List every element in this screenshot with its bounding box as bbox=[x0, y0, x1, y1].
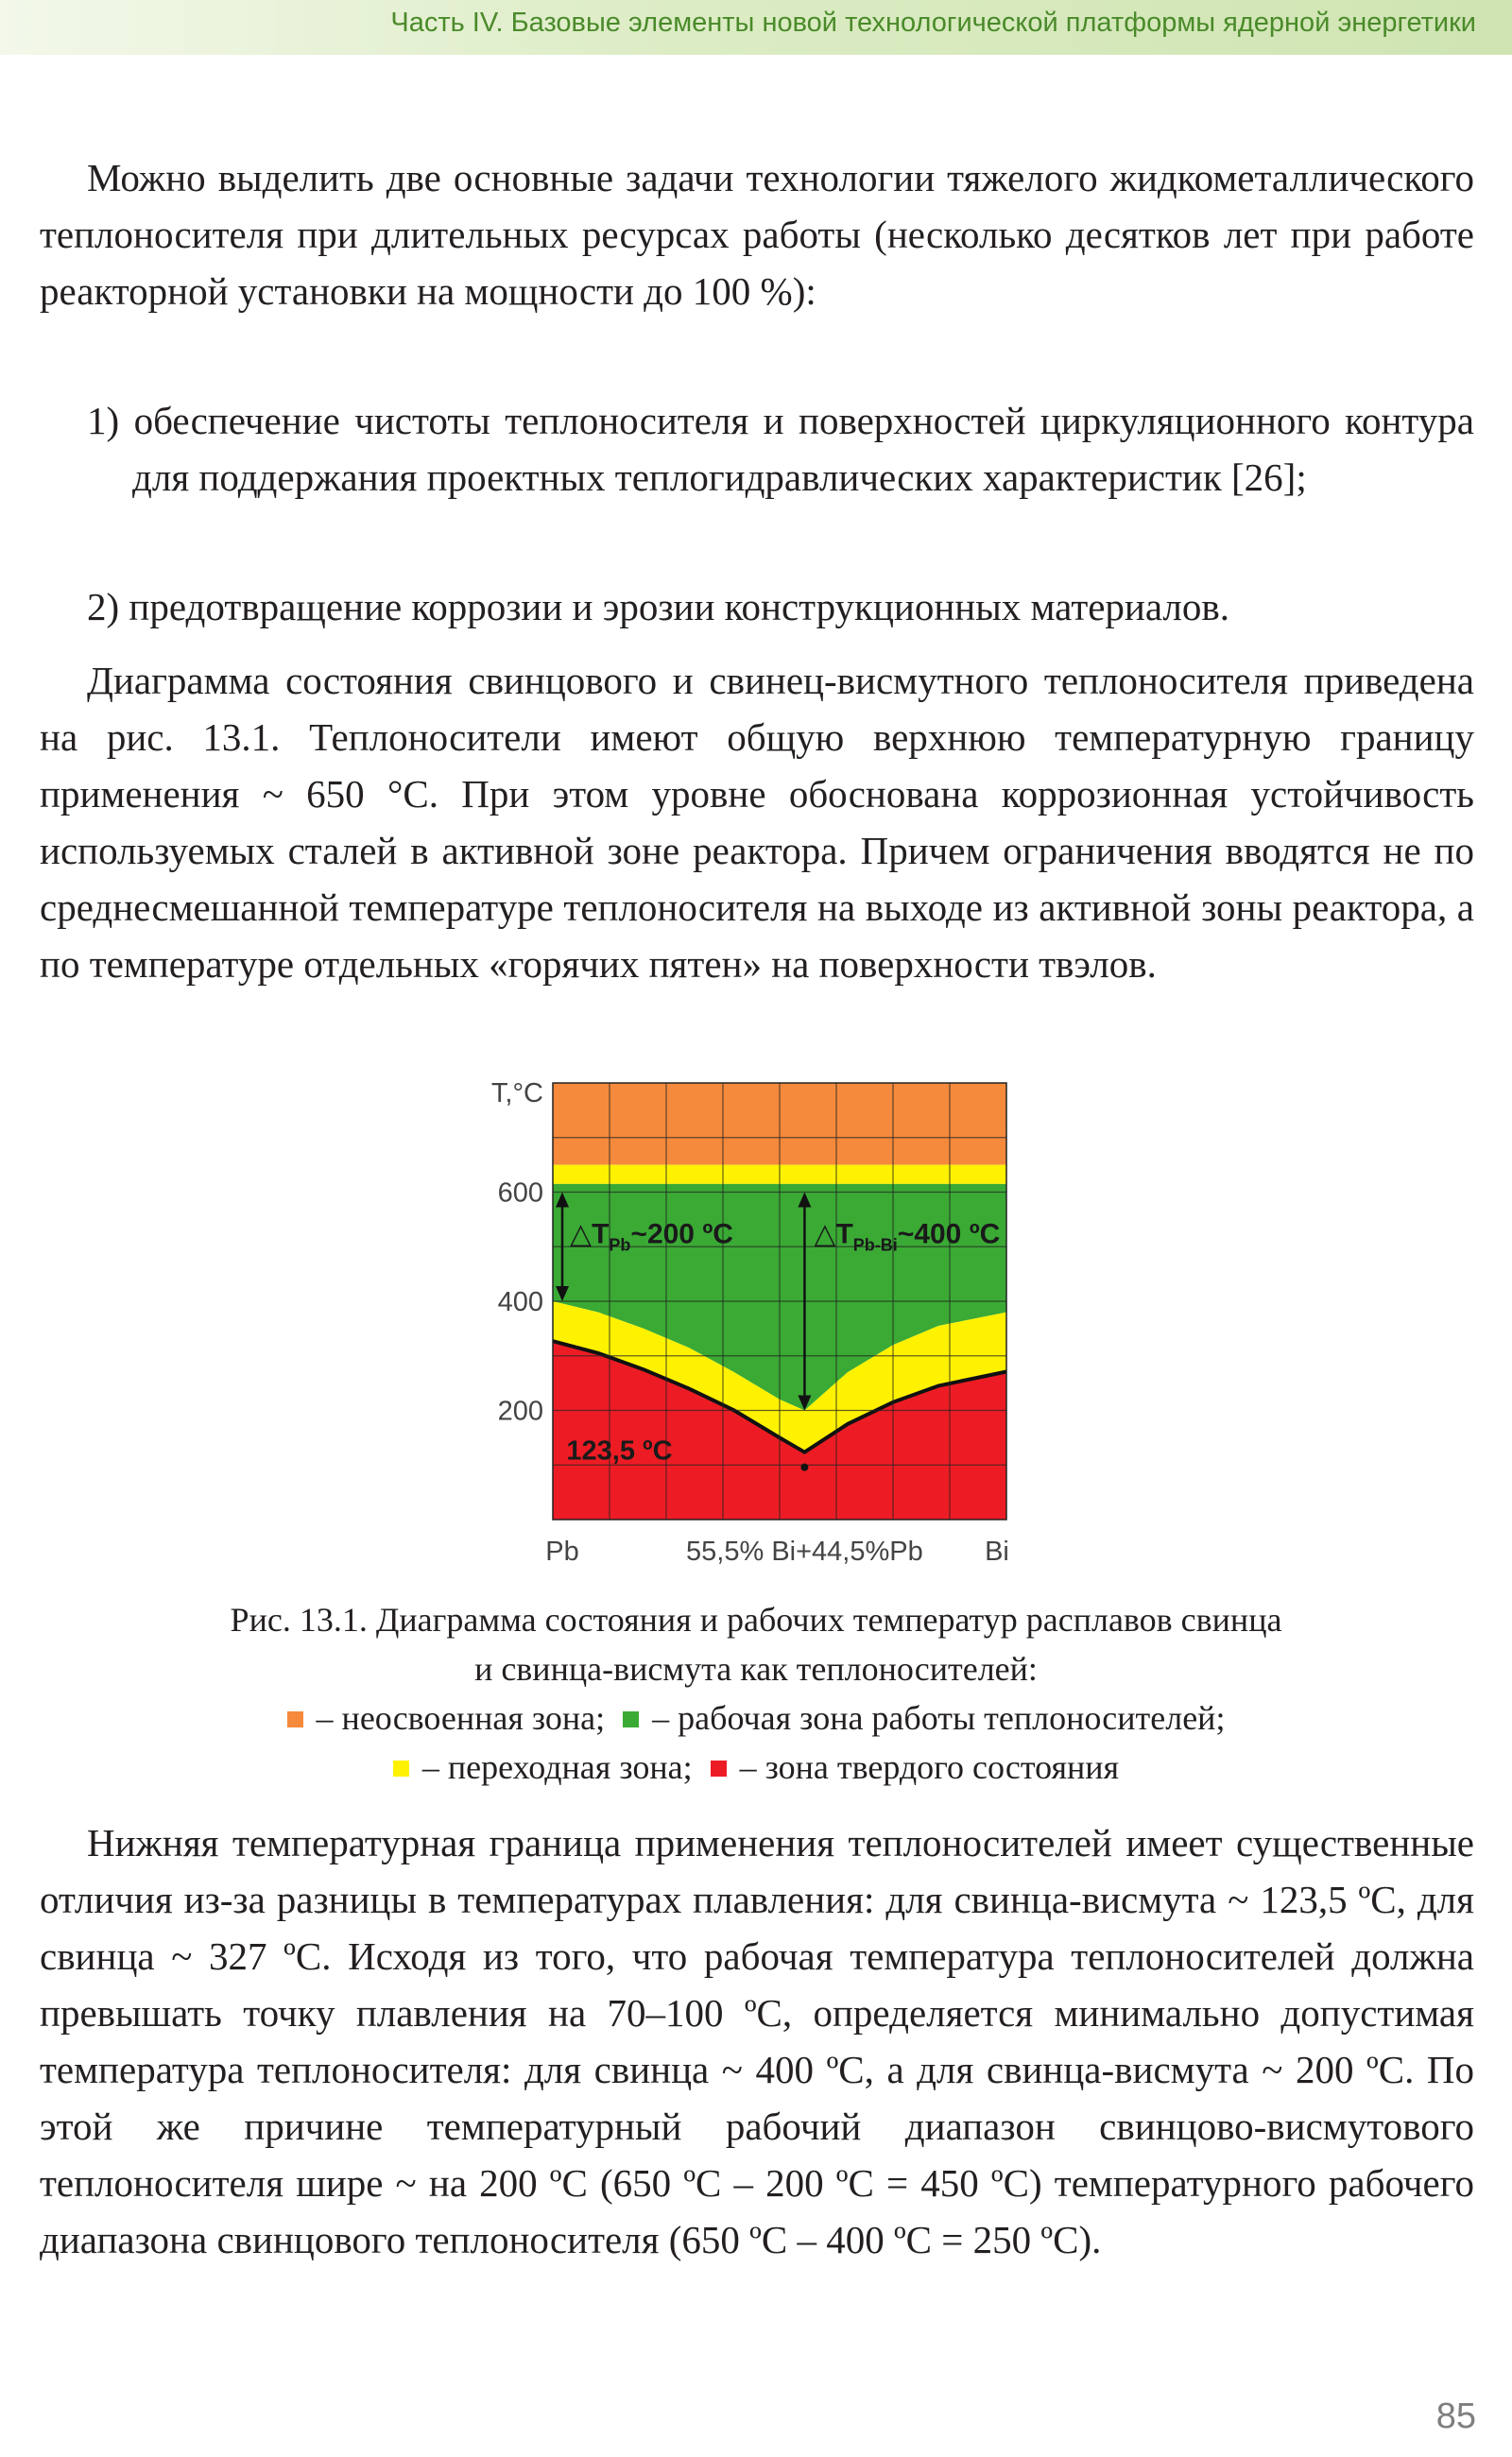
x-tick-label-2: Bi bbox=[985, 1537, 1009, 1567]
legend-label-unexplored: – неосвоенная зона; bbox=[316, 1699, 606, 1737]
header-bar bbox=[0, 0, 1512, 55]
x-tick-label-1: 55,5% Bi+44,5%Pb bbox=[686, 1537, 923, 1567]
running-header: Часть IV. Базовые элементы новой технологической платформы ядерной энергетики bbox=[390, 8, 1476, 38]
list-item-2-text: 2) предотвращение коррозии и эрозии конструкционных материалов. bbox=[87, 585, 1229, 628]
legend-label-working: – рабочая зона работы теплоносителей; bbox=[652, 1699, 1226, 1737]
eutectic-point bbox=[800, 1464, 808, 1471]
paragraph-lower-limit bbox=[40, 1814, 1474, 2268]
delta-pb-label: $\triangle T_{Pb}\sim 200$ ºC bbox=[570, 1218, 733, 1255]
paragraph-intro bbox=[40, 149, 1474, 319]
legend-label-transition: – переходная зона; bbox=[421, 1748, 693, 1786]
phase-diagram-figure bbox=[454, 1066, 1040, 1576]
legend-swatch-red bbox=[711, 1761, 727, 1777]
page-number: 85 bbox=[1435, 2397, 1476, 2436]
y-axis-label: T,°C bbox=[490, 1078, 543, 1108]
eutectic-label: 123,5 ºC bbox=[566, 1435, 673, 1467]
list-item-1-text: 1) обеспечение чистоты теплоносителя и поверхностей циркуляционного контура для поддержания проектных теплогидравлических характеристик [26]; bbox=[87, 399, 1474, 499]
paragraph-diagram-text: Диаграмма состояния свинцового и свинец-висмутного теплоносителя приведена на рис. 13.1. Теплоносители имеют общую верхнюю температурную границу применения ~ 650 °С. При этом уровне обоснована коррозионная устойчивость используемых сталей в активной зоне реактора. Причем ограничения вводятся не по среднесмешанной температуре теплоносителя на выходе из активной зоны реактора, а по температуре отдельных «горячих пятен» на поверхности твэлов. bbox=[40, 659, 1474, 986]
x-tick-label-0: Pb bbox=[545, 1537, 579, 1567]
caption-legend-row-1 bbox=[113, 1693, 1399, 1743]
paragraph-intro-text: Можно выделить две основные задачи технологии тяжелого жидкометаллического теплоносителя при длительных ресурсах работы (несколько десятков лет при работе реакторной установки на мощности до 100 %): bbox=[40, 156, 1474, 313]
caption-line-2: и свинца-висмута как теплоносителей: bbox=[474, 1650, 1038, 1688]
list-item-1 bbox=[87, 392, 1474, 506]
y-tick-label-0: 200 bbox=[497, 1396, 543, 1427]
paragraph-lower-limit-text: Нижняя температурная граница применения теплоносителей имеет существенные отличия из-за разницы в температурах плавления: для свинца-висмута ~ 123,5 ºС, для свинца ~ 327 ºС. Исходя из того, что рабочая температура теплоносителей должна превышать точку плавления на 70–100 ºС, определяется минимально допустимая температура теплоносителя: для свинца ~ 400 ºС, а для свинца-висмута ~ 200 ºС. По этой же причине температурный рабочий диапазон свинцово-висмутового теплоносителя шире ~ на 200 ºС (650 ºС – 200 ºС = 450 ºС) температурного рабочего диапазона свинцового теплоносителя (650 ºС – 400 ºС = 250 ºС). bbox=[40, 1821, 1474, 2261]
caption-line-1: Рис. 13.1. Диаграмма состояния и рабочих температур расплавов свинца bbox=[230, 1601, 1282, 1639]
paragraph-diagram bbox=[40, 652, 1474, 992]
caption-legend-row-2 bbox=[113, 1743, 1399, 1792]
legend-swatch-yellow bbox=[393, 1761, 409, 1777]
list-item-2 bbox=[87, 578, 1474, 635]
y-tick-label-1: 400 bbox=[497, 1287, 543, 1317]
delta-pbbi-label: $\triangle T_{Pb-Bi}\sim 400$ ºC bbox=[814, 1218, 1001, 1255]
figure-caption bbox=[113, 1595, 1399, 1792]
y-tick-label-2: 600 bbox=[497, 1177, 543, 1209]
legend-label-solid: – зона твердого состояния bbox=[739, 1748, 1120, 1786]
phase-diagram-chart bbox=[454, 1066, 1040, 1576]
legend-swatch-orange bbox=[287, 1711, 303, 1727]
legend-swatch-green bbox=[623, 1711, 639, 1727]
